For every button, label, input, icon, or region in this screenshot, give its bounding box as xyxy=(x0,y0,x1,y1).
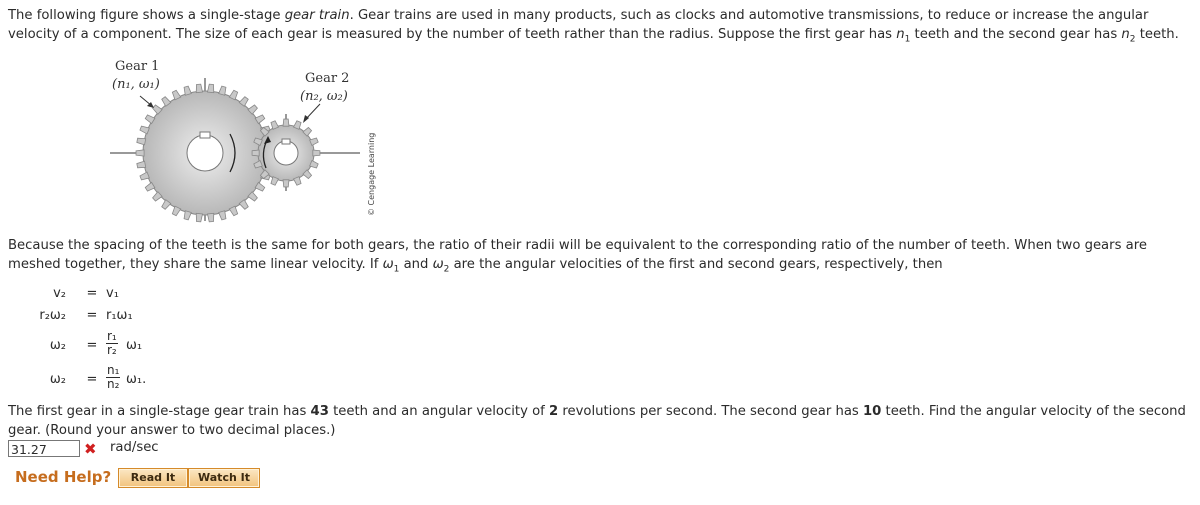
eq2-rhs: r₁ω₁ xyxy=(106,308,133,323)
eq1-lhs: v₂ xyxy=(53,286,66,301)
eq4-numerator: n₁ xyxy=(107,363,120,377)
n2-var: n xyxy=(1121,27,1130,42)
gear-tooth xyxy=(137,161,146,168)
question-text-3: revolutions per second. The second gear has xyxy=(558,404,863,419)
gear2-params: (n₂, ω₂) xyxy=(300,89,348,104)
answer-input[interactable]: 31.27 xyxy=(8,440,80,457)
gear1-title: Gear 1 xyxy=(115,59,160,74)
equation-3 xyxy=(10,330,210,360)
question-text-2: teeth and an angular velocity of xyxy=(328,404,549,419)
gear-tooth xyxy=(207,213,213,222)
eq2-equals: = xyxy=(86,308,98,323)
equation-4 xyxy=(10,364,210,394)
need-help-label: Need Help? xyxy=(15,468,112,486)
gear-diagram xyxy=(90,56,390,226)
gear-tooth xyxy=(283,119,289,126)
gear-tooth xyxy=(184,86,191,95)
intro-text-4: teeth. xyxy=(1135,27,1179,42)
omega2-var: ω xyxy=(432,257,444,272)
question-paragraph xyxy=(8,402,1192,440)
explain-text-2: and xyxy=(399,257,433,272)
gear2-icon xyxy=(252,119,320,187)
gear2-teeth-value: 10 xyxy=(862,404,882,419)
explanation-paragraph xyxy=(8,236,1192,280)
gear-tooth xyxy=(207,84,213,93)
n2-sub: 2 xyxy=(1129,34,1136,45)
gear-tooth xyxy=(184,211,191,220)
n1-var: n xyxy=(896,27,905,42)
eq4-denominator: n₂ xyxy=(107,377,120,391)
watch-it-button[interactable]: Watch It xyxy=(188,468,260,488)
eq3-fraction xyxy=(106,330,118,357)
question-text-4: teeth. Find the angular velocity of the second gear. (Round your answer to two decimal places.) xyxy=(8,404,1186,438)
eq4-fraction xyxy=(106,364,120,391)
gear-tooth xyxy=(196,213,202,222)
eq4-equals: = xyxy=(86,372,98,387)
eq4-rhs: ω₁. xyxy=(126,372,147,387)
gear-tooth xyxy=(136,150,144,156)
equation-1 xyxy=(10,286,210,304)
gear2-title: Gear 2 xyxy=(305,71,350,86)
intro-text: The following figure shows a single-stage xyxy=(8,8,285,23)
copyright-credit: © Cengage Learning xyxy=(367,132,376,216)
eq1-rhs: v₁ xyxy=(106,286,119,301)
gear-tooth xyxy=(313,150,320,156)
gear-figure xyxy=(90,56,390,226)
intro-text-3: teeth and the second gear has xyxy=(910,27,1122,42)
gear-tooth xyxy=(252,150,259,156)
omega1-sub: 1 xyxy=(393,264,400,275)
gear-tooth xyxy=(140,172,149,180)
gear1-params: (n₁, ω₁) xyxy=(112,77,160,92)
eq3-numerator: r₁ xyxy=(107,329,117,343)
gear-tooth xyxy=(219,86,226,95)
gear-tooth xyxy=(283,180,289,187)
incorrect-icon: ✖ xyxy=(84,440,97,458)
equation-2 xyxy=(10,308,210,326)
explain-text: Because the spacing of the teeth is the same for both gears, the ratio of their radii will be equivalent to the corresponding ratio of the number of teeth. When two gears are meshed together, they share the same linear velocity. If xyxy=(8,238,1147,272)
eq1-equals: = xyxy=(86,286,98,301)
question-text: The first gear in a single-stage gear train has xyxy=(8,404,311,419)
eq3-rhs: ω₁ xyxy=(126,338,143,353)
eq3-denominator: r₂ xyxy=(107,343,117,357)
intro-paragraph xyxy=(8,6,1192,50)
gear-tooth xyxy=(140,126,149,134)
read-it-button[interactable]: Read It xyxy=(118,468,188,488)
gear-tooth xyxy=(137,138,146,145)
gear1-velocity-value: 2 xyxy=(548,404,559,419)
omega1-var: ω xyxy=(382,257,394,272)
eq3-equals: = xyxy=(86,338,98,353)
eq2-lhs: r₂ω₂ xyxy=(39,308,66,323)
gear-train-term: gear train xyxy=(284,8,350,23)
gear1-teeth-value: 43 xyxy=(310,404,329,419)
n1-sub: 1 xyxy=(904,34,911,45)
omega2-sub: 2 xyxy=(443,264,450,275)
intro-text-2: . Gear trains are used in many products, such as clocks and automotive transmissions, to reduce or increase the angular velocity of a component. The size of each gear is measured by the number of teeth rather than the radius. Suppose the first gear has xyxy=(8,8,1149,42)
answer-unit: rad/sec xyxy=(110,440,159,455)
eq4-lhs: ω₂ xyxy=(49,372,66,387)
eq3-lhs: ω₂ xyxy=(49,338,66,353)
explain-text-3: are the angular velocities of the first and second gears, respectively, then xyxy=(449,257,943,272)
gear-tooth xyxy=(196,84,202,93)
gear-tooth xyxy=(219,211,226,220)
